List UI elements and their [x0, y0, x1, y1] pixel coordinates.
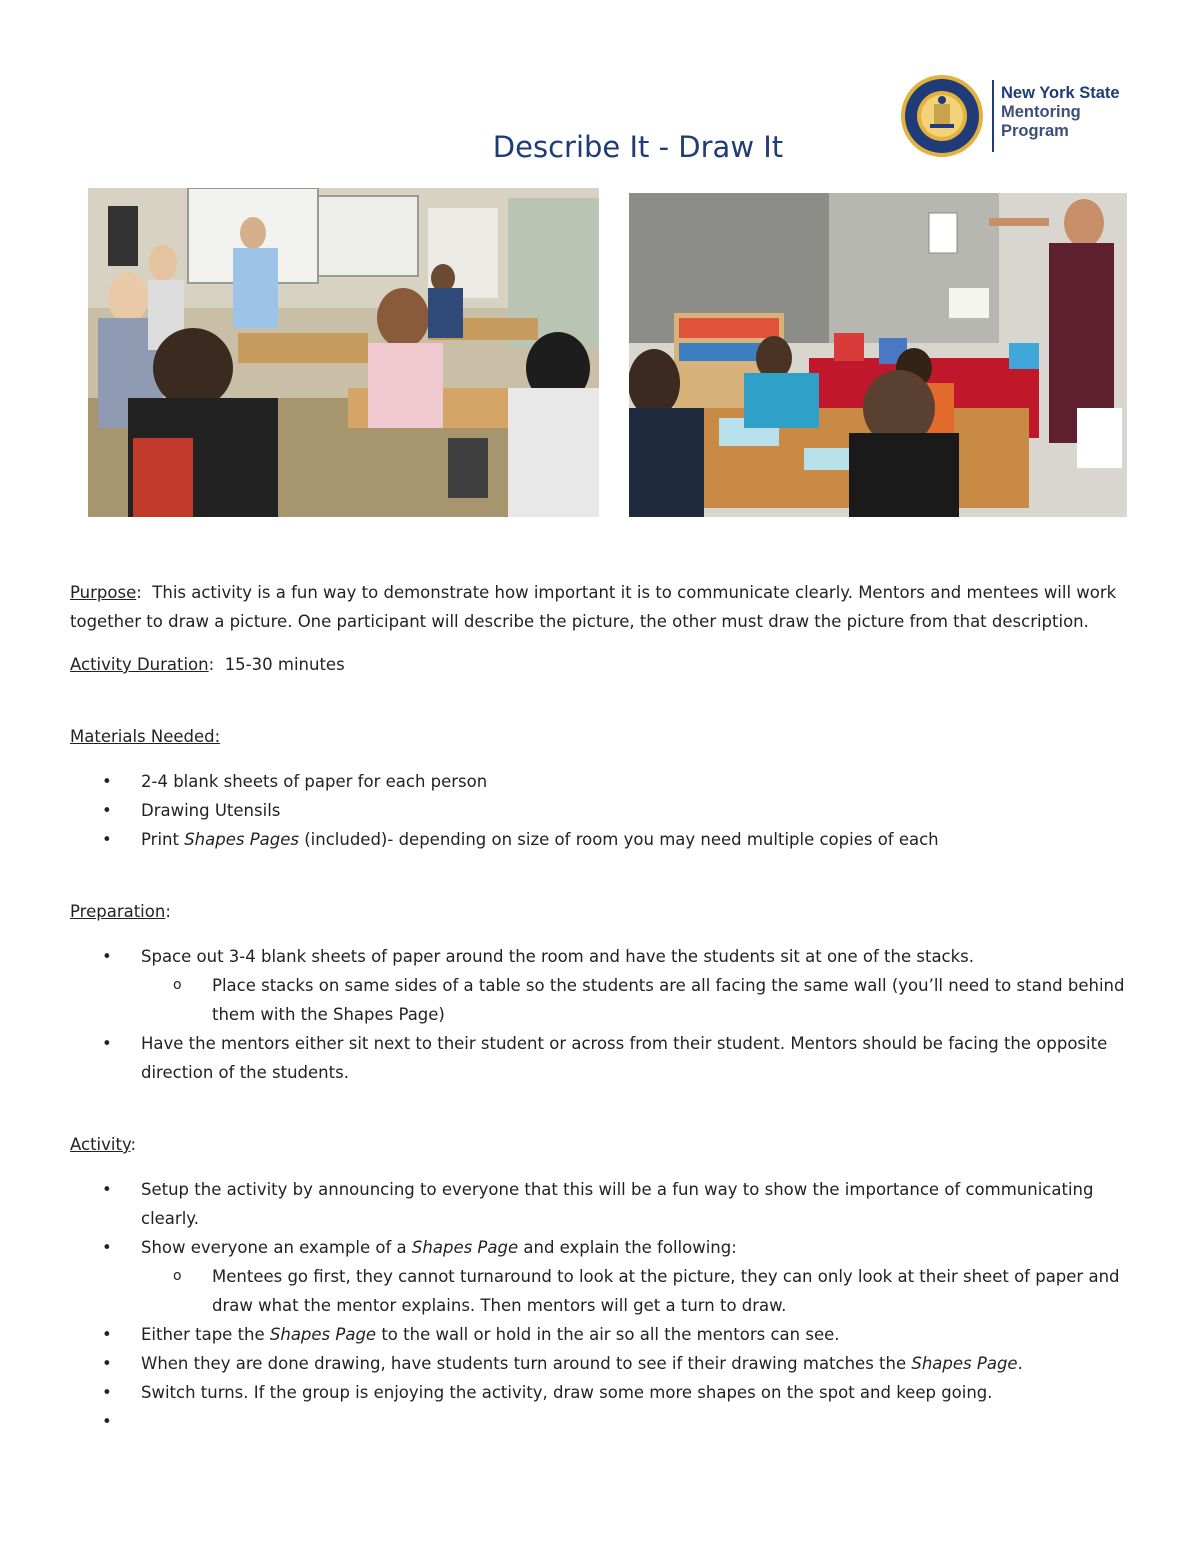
activity-label: Activity [70, 1135, 131, 1154]
activity-item-2-em: Shapes Page [411, 1238, 519, 1257]
logo-line-1: New York State [1001, 84, 1120, 102]
purpose-text: This activity is a fun way to demonstrate how important it is to communicate clearly. Mentors and mentees will work together to draw a picture. One participant will describe the picture, the other must draw the picture from that description. [70, 583, 1117, 631]
logo-line-2: Mentoring [1001, 103, 1081, 121]
list-item [70, 825, 1130, 854]
activity-sublist [141, 1262, 1130, 1320]
logo-line-3: Program [1001, 122, 1069, 140]
purpose-label: Purpose [70, 583, 137, 602]
preparation-item-1-sub: Place stacks on same sides of a table so the students are all facing the same wall (you’ll need to stand behind them with the Shapes Page) [212, 976, 1125, 1024]
activity-item-4-post: . [1017, 1354, 1023, 1373]
list-item [70, 767, 1130, 796]
list-item [70, 1349, 1130, 1378]
activity-item-2-post: and explain the following: [518, 1238, 737, 1257]
document-body [70, 578, 1130, 1436]
materials-label: Materials Needed: [70, 727, 221, 746]
list-item [70, 1029, 1130, 1087]
preparation-label: Preparation [70, 902, 166, 921]
mentoring-session-photo [629, 193, 1127, 517]
list-item [141, 971, 1130, 1029]
preparation-heading: Preparation: [70, 902, 171, 921]
activity-item-3-em: Shapes Page [269, 1325, 377, 1344]
list-item [70, 1407, 1130, 1436]
materials-list [70, 767, 1130, 854]
materials-item-3-em: Shapes Pages [184, 830, 299, 849]
activity-item-4-em: Shapes Page [911, 1354, 1018, 1373]
activity-item-1: Setup the activity by announcing to everyone that this will be a fun way to show the importance of communicating clearly. [141, 1180, 1094, 1228]
page-title: Describe It - Draw It [492, 130, 784, 164]
activity-item-2-sub: Mentees go first, they cannot turnaround to look at the picture, they can only look at their sheet of paper and draw what the mentor explains. Then mentors will get a turn to draw. [212, 1267, 1120, 1315]
purpose-section: Purpose: This activity is a fun way to demonstrate how important it is to communicate clearly. Mentors and mentees will work together to draw a picture. One participant will describe the picture, the other must draw the picture from that description. [70, 583, 1117, 631]
preparation-sublist [141, 971, 1130, 1029]
classroom-photo [88, 188, 599, 517]
duration-label: Activity Duration [70, 655, 209, 674]
duration-section: Activity Duration: 15-30 minutes [70, 655, 345, 674]
activity-item-3-post: to the wall or hold in the air so all the mentors can see. [376, 1325, 840, 1344]
list-item [70, 1233, 1130, 1320]
activity-list [70, 1175, 1130, 1436]
activity-item-4-pre: When they are done drawing, have students turn around to see if their drawing matches the [141, 1354, 912, 1373]
materials-item-3-pre: Print [141, 830, 185, 849]
list-item [70, 1320, 1130, 1349]
list-item [70, 1378, 1130, 1407]
duration-text: 15-30 minutes [224, 655, 345, 674]
activity-item-5: Switch turns. If the group is enjoying the activity, draw some more shapes on the spot and keep going. [141, 1383, 993, 1402]
activity-item-2-pre: Show everyone an example of a [141, 1238, 412, 1257]
list-item [70, 942, 1130, 1029]
list-item [141, 1262, 1130, 1320]
activity-item-3-pre: Either tape the [141, 1325, 270, 1344]
materials-item-3-post: (included)- depending on size of room you may need multiple copies of each [299, 830, 939, 849]
activity-heading: Activity: [70, 1135, 137, 1154]
list-item [70, 1175, 1130, 1233]
materials-heading [70, 722, 1130, 751]
list-item [70, 796, 1130, 825]
materials-item-1: 2-4 blank sheets of paper for each person [141, 772, 488, 791]
preparation-item-1: Space out 3-4 blank sheets of paper around the room and have the students sit at one of the stacks. [141, 947, 975, 966]
materials-item-2: Drawing Utensils [141, 801, 281, 820]
preparation-item-2: Have the mentors either sit next to their student or across from their student. Mentors should be facing the opposite direction of the students. [141, 1034, 1108, 1082]
preparation-list [70, 942, 1130, 1087]
